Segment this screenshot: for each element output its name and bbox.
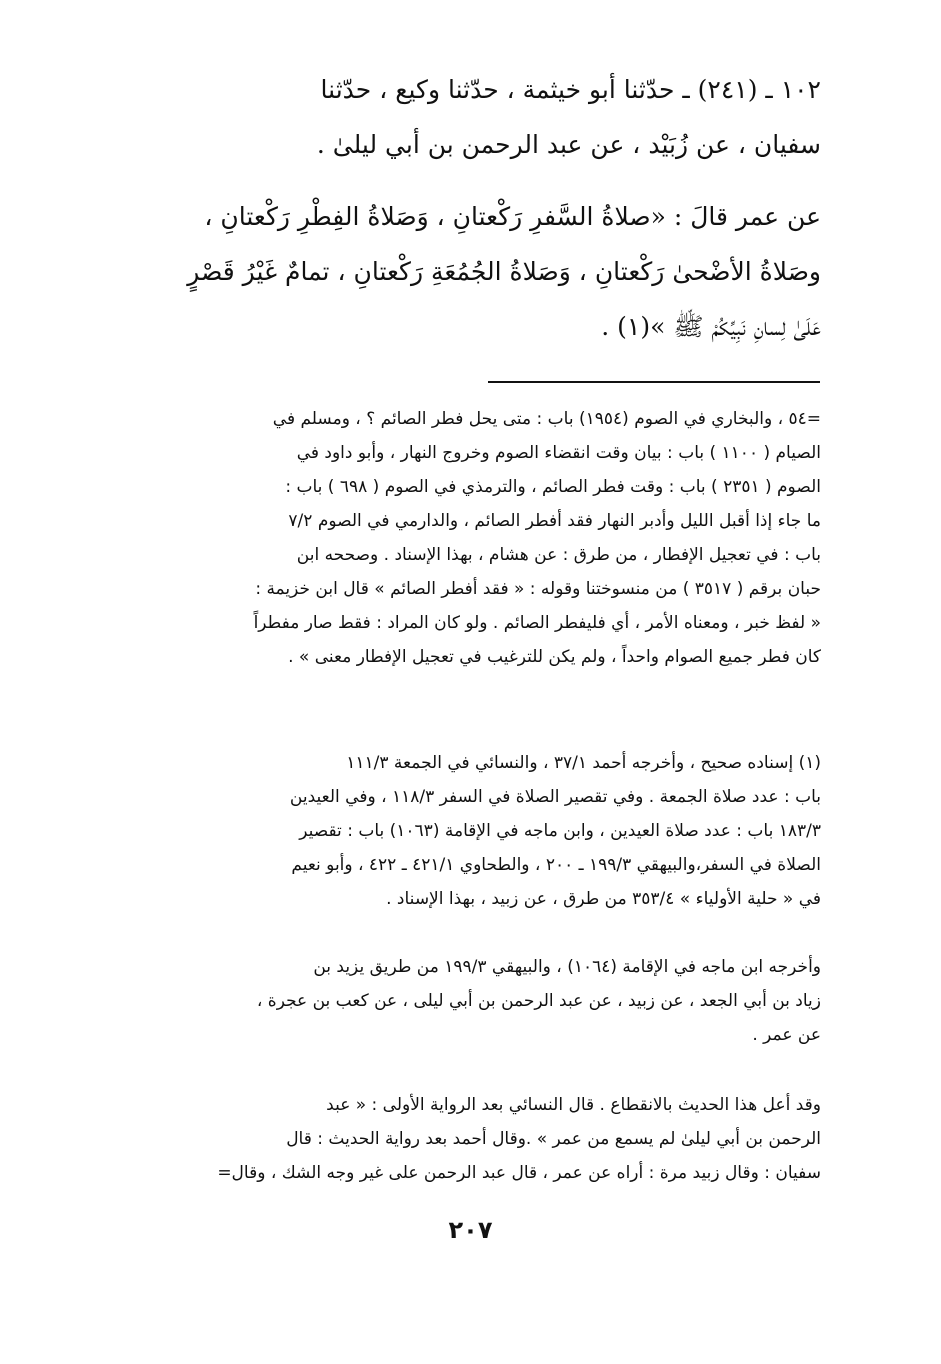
footnote-line: زياد بن أبي الجعد ، عن زبيد ، عن عبد الرحمن بن أبي ليلى ، عن كعب بن عجرة ، [256, 991, 821, 1011]
footnote-line: الصيام ( ١١٠٠ ) باب : بيان وقت انقضاء الصوم وخروج النهار ، وأبو داود في [296, 443, 821, 463]
matn-line: وصَلاةُ الأضْحىٰ رَكْعتانِ ، وَصَلاةُ الجُمُعَةِ رَكْعتانِ ، تمامٌ غَيْرُ قَصْرٍ [187, 257, 821, 286]
footnote-line: ما جاء إذا أقبل الليل وأدبر النهار فقد أفطر الصائم ، والدارمي في الصوم ٧/٢ [288, 511, 821, 531]
footnote-2 [126, 950, 821, 1052]
hadith-matn [126, 189, 821, 354]
footnote-line: « لفظ خبر ، ومعناه الأمر ، أي فليفطر الصائم . ولو كان المراد : فقط صار مفطراً [253, 613, 821, 633]
footnote-divider [488, 381, 820, 383]
matn-line: عن عمر قالَ : «صلاةُ السَّفرِ رَكْعتانِ ، وَصَلاةُ الفِطْرِ رَكْعتانِ ، [204, 202, 821, 231]
footnote-line: سفيان : وقال زبيد مرة : أراه عن عمر ، قال عبد الرحمن على غير وجه الشك ، وقال= [217, 1163, 821, 1183]
footnote-line: الرحمن بن أبي ليلىٰ لم يسمع من عمر » .وقال أحمد بعد رواية الحديث : قال [286, 1129, 821, 1149]
footnote-line: باب : في تعجيل الإفطار ، من طرق : عن هشام ، بهذا الإسناد . وصححه ابن [296, 545, 821, 565]
footnote-line: عن عمر . [752, 1025, 821, 1045]
footnote-line: (١) إسناده صحيح ، وأخرجه أحمد ٣٧/١ ، والنسائي في الجمعة ١١١/٣ [346, 753, 821, 773]
footnote-line: وأخرجه ابن ماجه في الإقامة (١٠٦٤) ، والبيهقي ١٩٩/٣ من طريق يزيد بن [313, 957, 821, 977]
footnote-1 [126, 746, 821, 916]
isnad-line: سفيان ، عن زُبَيْد ، عن عبد الرحمن بن أبي ليلىٰ . [316, 130, 821, 159]
footnote-continuation [126, 402, 821, 674]
page-number: ٢٠٧ [448, 1216, 493, 1244]
footnote-3 [126, 1088, 821, 1190]
footnote-line: باب : عدد صلاة الجمعة . وفي تقصير الصلاة في السفر ١١٨/٣ ، وفي العيدين [289, 787, 821, 807]
footnote-line: الصوم ( ٢٣٥١ ) باب : وقت فطر الصائم ، والترمذي في الصوم ( ٦٩٨ ) باب : [285, 477, 821, 497]
footnote-line: وقد أعل هذا الحديث بالانقطاع . قال النسائي بعد الرواية الأولى : « عبد [326, 1095, 821, 1115]
footnote-line: الصلاة في السفر،والبيهقي ١٩٩/٣ ـ ٢٠٠ ، والطحاوي ٤٢١/١ ـ ٤٢٢ ، وأبو نعيم [291, 855, 821, 875]
footnote-line: في « حلية الأولياء » ٣٥٣/٤ من طرق ، عن زبيد ، بهذا الإسناد . [386, 889, 821, 909]
hadith-isnad [126, 62, 821, 172]
footnote-line: =٥٤ ، والبخاري في الصوم (١٩٥٤) باب : متى يحل فطر الصائم ؟ ، ومسلم في [272, 409, 821, 429]
isnad-line: ١٠٢ ـ (٢٤١) ـ حدّثنا أبو خيثمة ، حدّثنا وكيع ، حدّثنا [320, 75, 821, 104]
matn-line: عَلَىٰ لِسانِ نَبِيِّكُمْ ﷺ »(١) . [601, 312, 821, 341]
footnote-line: ١٨٣/٣ باب : عدد صلاة العيدين ، وابن ماجه في الإقامة (١٠٦٣) باب : تقصير [299, 821, 821, 841]
footnote-line: حبان برقم ( ٣٥١٧ ) من منسوختنا وقوله : « فقد أفطر الصائم » قال ابن خزيمة : [255, 579, 821, 599]
footnote-line: كان فطر جميع الصوام واحداً ، ولم يكن للترغيب في تعجيل الإفطار معنى » . [288, 647, 821, 667]
